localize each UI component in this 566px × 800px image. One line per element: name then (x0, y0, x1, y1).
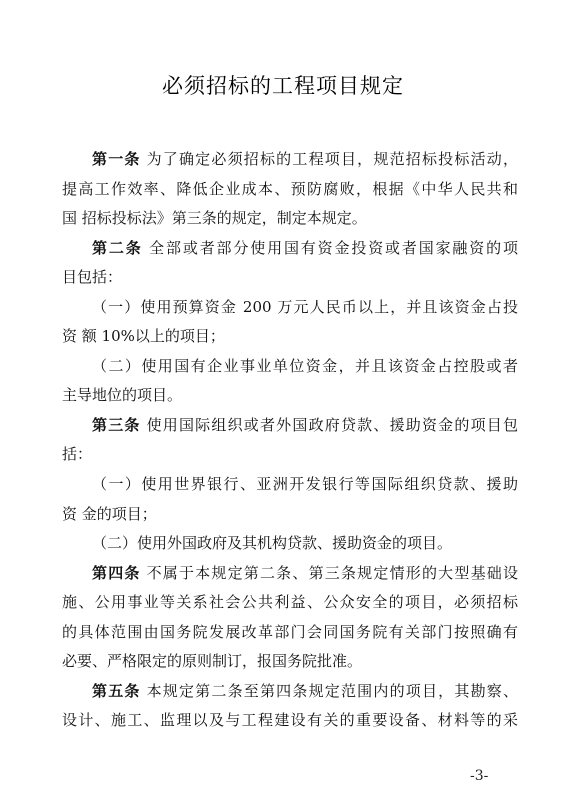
line-text: 资 金的项目； (62, 505, 157, 523)
line-text: （二）使用国有企业事业单位资金，并且该资金占控股或者 (92, 357, 518, 375)
text-line (62, 208, 518, 228)
text-line (62, 710, 518, 730)
line-text: 括： (62, 445, 93, 463)
line-text: 本规定第二条至第四条规定范围内的项目，其勘察、 (140, 682, 518, 700)
text-line (62, 179, 518, 199)
text-line (62, 592, 518, 612)
line-text: （一）使用预算资金 200 万元人民币以上，并且该资金占投 (92, 298, 518, 316)
text-line (62, 474, 518, 494)
text-line (62, 385, 518, 405)
text-line (62, 297, 518, 317)
text-line (62, 267, 518, 287)
line-text: 不属于本规定第二条、第三条规定情形的大型基础设 (140, 564, 518, 582)
line-text: 使用国际组织或者外国政府贷款、援助资金的项目包 (140, 416, 518, 434)
line-text: 目包括： (62, 268, 123, 286)
text-line (62, 533, 518, 553)
text-line (62, 415, 518, 435)
text-line (62, 504, 518, 524)
text-line (62, 326, 518, 346)
text-line (62, 444, 518, 464)
line-text: 资 额 10%以上的项目； (62, 327, 225, 345)
line-text: （一）使用世界银行、亚洲开发银行等国际组织贷款、援助 (92, 475, 518, 493)
line-text: 为了确定必须招标的工程项目，规范招标投标活动， (140, 150, 518, 168)
article-heading: 第二条 (92, 239, 143, 257)
line-text: 主导地位的项目。 (62, 386, 183, 404)
article-heading: 第五条 (92, 682, 141, 700)
line-text: 提高工作效率、降低企业成本、预防腐败，根据《中华人民共和 (62, 180, 518, 198)
article-heading: 第三条 (92, 416, 141, 434)
text-line (62, 622, 518, 642)
article-heading: 第四条 (92, 564, 141, 582)
line-text: 设计、施工、监理以及与工程建设有关的重要设备、材料等的采 (62, 711, 518, 729)
article-heading: 第一条 (92, 150, 141, 168)
line-text: （二）使用外国政府及其机构贷款、援助资金的项目。 (92, 534, 453, 552)
page-title: 必须招标的工程项目规定 (162, 74, 404, 98)
text-line (62, 149, 518, 169)
line-text: 的具体范围由国务院发展改革部门会同国务院有关部门按照确有 (62, 623, 518, 641)
text-line (62, 563, 518, 583)
line-text: 必要、严格限定的原则制订，报国务院批准。 (62, 652, 363, 670)
text-line (62, 356, 518, 376)
text-line (62, 651, 518, 671)
line-text: 施、公用事业等关系社会公共利益、公众安全的项目，必须招标 (62, 593, 518, 611)
text-line (62, 238, 518, 258)
line-text: 国 招标投标法》第三条的规定，制定本规定。 (62, 209, 367, 227)
page-number: -3- (470, 768, 489, 784)
text-line (62, 681, 518, 701)
line-text: 全部或者部分使用国有资金投资或者国家融资的项 (142, 239, 518, 257)
